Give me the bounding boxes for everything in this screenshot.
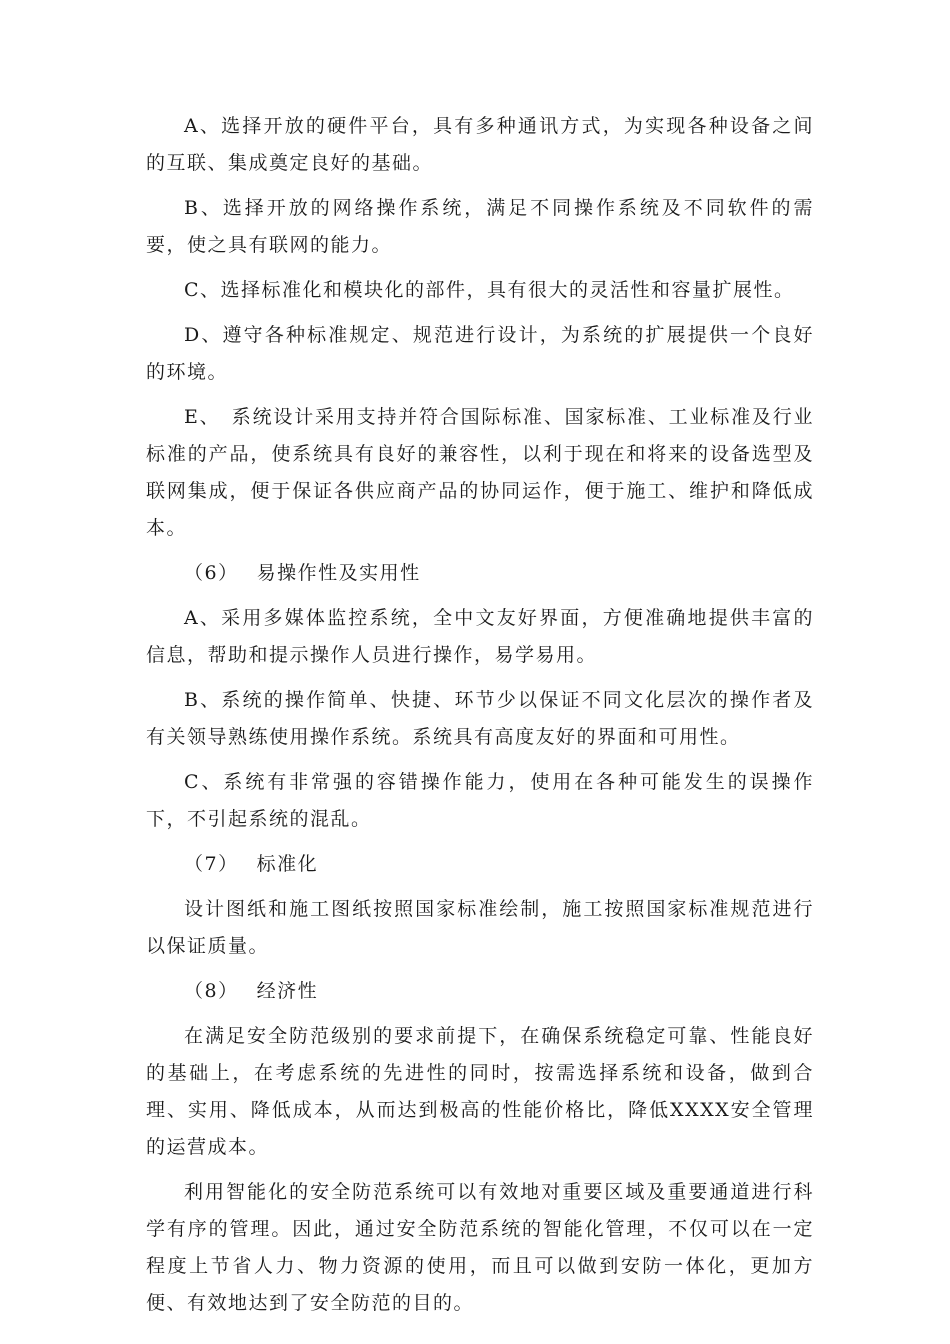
paragraph-fault-tolerance: C、系统有非常强的容错操作能力，使用在各种可能发生的误操作下，不引起系统的混乱。 xyxy=(146,771,814,830)
section-title: 标准化 xyxy=(256,853,319,875)
section-number: （7） xyxy=(184,853,239,875)
paragraph-cost-performance: 在满足安全防范级别的要求前提下，在确保系统稳定可靠、性能良好的基础上，在考虑系统的先进性的同时，按需选择系统和设备，做到合理、实用、降低成本，从而达到极高的性能价格比，降低XXXX安全管理的运营成本。 xyxy=(146,1025,814,1158)
paragraph-simple-operation: B、系统的操作简单、快捷、环节少以保证不同文化层次的操作者及有关领导熟练使用操作系统。系统具有高度友好的界面和可用性。 xyxy=(146,689,814,748)
section-heading-standardization xyxy=(146,846,814,883)
section-heading-usability xyxy=(146,555,814,592)
paragraph-modular-parts: C、选择标准化和模块化的部件，具有很大的灵活性和容量扩展性。 xyxy=(184,279,795,301)
section-number: （8） xyxy=(184,980,239,1002)
section-number: （6） xyxy=(184,562,239,584)
paragraph-open-hardware: A、选择开放的硬件平台，具有多种通讯方式，为实现各种设备之间的互联、集成奠定良好的基础。 xyxy=(146,115,814,174)
paragraph-compatibility: E、 系统设计采用支持并符合国际标准、国家标准、工业标准及行业标准的产品，使系统具有良好的兼容性，以利于现在和将来的设备选型及联网集成，便于保证各供应商产品的协同运作，便于施工、维护和降低成本。 xyxy=(146,406,814,539)
paragraph-standards-compliance: D、遵守各种标准规定、规范进行设计，为系统的扩展提供一个良好的环境。 xyxy=(146,324,814,383)
paragraph-multimedia-ui: A、采用多媒体监控系统，全中文友好界面，方便准确地提供丰富的信息，帮助和提示操作人员进行操作，易学易用。 xyxy=(146,607,814,666)
paragraph-network-os: B、选择开放的网络操作系统，满足不同操作系统及不同软件的需要，使之具有联网的能力。 xyxy=(146,197,814,256)
document-body xyxy=(146,108,814,1330)
paragraph-intelligent-security: 利用智能化的安全防范系统可以有效地对重要区域及重要通道进行科学有序的管理。因此，通过安全防范系统的智能化管理，不仅可以在一定程度上节省人力、物力资源的使用，而且可以做到安防一体化，更加方便、有效地达到了安全防范的目的。 xyxy=(146,1181,814,1314)
section-title: 经济性 xyxy=(256,980,319,1002)
section-title: 易操作性及实用性 xyxy=(256,562,421,584)
section-heading-economy xyxy=(146,973,814,1010)
paragraph-drawings-standard: 设计图纸和施工图纸按照国家标准绘制，施工按照国家标准规范进行以保证质量。 xyxy=(146,898,814,957)
